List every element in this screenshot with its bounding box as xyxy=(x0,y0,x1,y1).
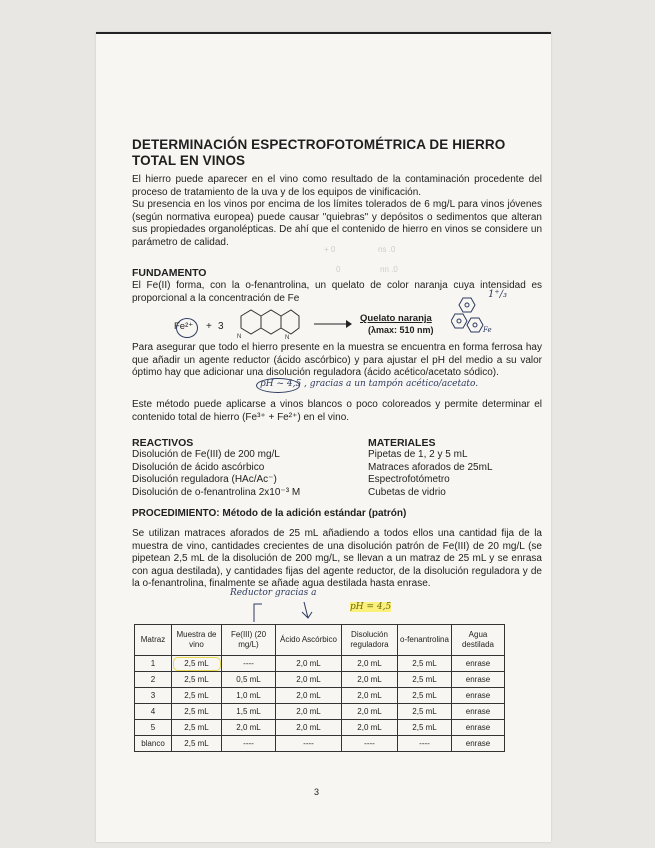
reaction-plus: + xyxy=(206,321,212,332)
hand-ph-note: pH ~ 4,5 , gracias a un tampón acético/acetato. xyxy=(260,379,479,389)
table-cell: 0,5 mL xyxy=(222,672,276,688)
table-cell: 2,0 mL xyxy=(276,688,342,704)
svg-text:N: N xyxy=(237,334,242,340)
table-cell: enrase xyxy=(452,704,505,720)
hand-arrows xyxy=(246,600,326,624)
table-cell: 2,5 mL xyxy=(172,720,222,736)
hand-ratio-label: 1⁺/₃ xyxy=(488,289,508,300)
page-title: DETERMINACIÓN ESPECTROFOTOMÉTRICA DE HIERRO TOTAL EN VINOS xyxy=(132,137,506,168)
procedimiento-text: Se utilizan matraces aforados de 25 mL añadiendo a todos ellos una cantidad fija de la muestra de vino, cantidades crecientes de una disolución patrón de Fe(III) de 20 mg/L (se pipetean 2,5 mL de la disolución de 200 mg/L, se llevan a un matraz de 25 mL y se enrasa con agua destilada), y cantidades fijas del agente reductor, de la disolución reguladora y de la o-fenantrolina, finalmente se añade agua destilada hasta enrase. xyxy=(132,528,542,589)
table-cell: ---- xyxy=(398,736,452,752)
material-item: Espectrofotómetro xyxy=(368,474,450,485)
materiales-list xyxy=(368,449,493,499)
table-row xyxy=(135,736,505,752)
document-page xyxy=(96,32,551,842)
table-cell: 1,0 mL xyxy=(222,688,276,704)
materiales-heading: MATERIALES xyxy=(368,437,436,449)
column-header: Matraz xyxy=(135,625,172,656)
reactivo-item: Disolución de Fe(III) de 200 mg/L xyxy=(132,449,280,460)
reactivos-list xyxy=(132,449,300,499)
intro-paragraph-1: El hierro puede aparecer en el vino como resultado de la contaminación procedente del proceso de tratamiento de la uva y de los equipos de vinificación. xyxy=(132,174,542,198)
table-cell: 1 xyxy=(135,656,172,672)
table-cell: 2,5 mL xyxy=(172,704,222,720)
svg-text:nn .0: nn .0 xyxy=(380,265,398,274)
table-cell: ---- xyxy=(276,736,342,752)
reaction-coefficient: 3 xyxy=(218,321,224,332)
table-cell: enrase xyxy=(452,736,505,752)
reaction-ion: Fe²⁺ xyxy=(174,321,194,332)
fundamento-paragraph-2: Para asegurar que todo el hierro presente en la muestra se encuentra en forma ferrosa hay que añadir un agente reductor (ácido ascórbico) y para ajustar el pH del medio a su valor óptimo hay que adicionar una disolución reguladora (ácido acético/acetato sódico). xyxy=(132,342,542,378)
svg-text:+ 0: + 0 xyxy=(324,245,336,254)
svg-text:0: 0 xyxy=(336,265,341,274)
table-cell: enrase xyxy=(452,720,505,736)
table-cell: 2,0 mL xyxy=(342,656,398,672)
table-cell: 2,0 mL xyxy=(276,656,342,672)
table-cell: 2,5 mL xyxy=(398,672,452,688)
procedimiento-heading: PROCEDIMIENTO: Método de la adición estándar (patrón) xyxy=(132,508,407,519)
table-cell: enrase xyxy=(452,672,505,688)
table-cell: 2,5 mL xyxy=(172,736,222,752)
table-cell: 2,5 mL xyxy=(172,688,222,704)
table-cell: 2,0 mL xyxy=(276,720,342,736)
table-cell: 2,0 mL xyxy=(342,704,398,720)
reactivo-item: Disolución reguladora (HAc/Ac⁻) xyxy=(132,474,277,485)
table-cell: 2,0 mL xyxy=(276,672,342,688)
phenanthroline-structure xyxy=(229,306,301,340)
reaction-arrow-icon xyxy=(314,318,352,330)
table-cell: 2,5 mL xyxy=(172,672,222,688)
reactivo-item: Disolución de ácido ascórbico xyxy=(132,461,265,473)
column-header: Ácido Ascórbico xyxy=(276,625,342,656)
table-cell: 4 xyxy=(135,704,172,720)
page-number: 3 xyxy=(314,787,320,797)
column-header: Agua destilada xyxy=(452,625,505,656)
table-row xyxy=(135,704,505,720)
hand-reductor-note: Reductor gracias a xyxy=(230,588,317,598)
bleed-through-marks xyxy=(316,240,436,280)
material-item: Matraces aforados de 25mL xyxy=(368,461,493,473)
column-header: Muestra de vino xyxy=(172,625,222,656)
table-cell: 2,0 mL xyxy=(342,688,398,704)
table-cell: 5 xyxy=(135,720,172,736)
procedure-table xyxy=(134,624,505,752)
hand-fe-label: Fe xyxy=(483,326,492,334)
table-cell: 2,5 mL xyxy=(398,688,452,704)
table-cell: 2,5 mL xyxy=(398,656,452,672)
table-cell: ---- xyxy=(342,736,398,752)
fundamento-paragraph-3: Este método puede aplicarse a vinos blancos o poco coloreados y permite determinar el contenido total de hierro (Fe³⁺ + Fe²⁺) en el vino. xyxy=(132,399,542,423)
table-row xyxy=(135,656,505,672)
column-header: o-fenantrolina xyxy=(398,625,452,656)
table-row xyxy=(135,720,505,736)
svg-text:ns .0: ns .0 xyxy=(378,245,396,254)
table-header-row xyxy=(135,625,505,656)
table-cell: enrase xyxy=(452,688,505,704)
table-row xyxy=(135,688,505,704)
table-cell: 1,5 mL xyxy=(222,704,276,720)
table-cell: 2,5 mL xyxy=(398,720,452,736)
reactivo-item: Disolución de o-fenantrolina 2x10⁻³ M xyxy=(132,486,301,498)
svg-text:N: N xyxy=(285,335,290,340)
table-cell: 2,0 mL xyxy=(222,720,276,736)
table-row xyxy=(135,672,505,688)
table-cell: 2,0 mL xyxy=(276,704,342,720)
table-cell: 2,5 mL xyxy=(398,704,452,720)
fundamento-heading: FUNDAMENTO xyxy=(132,267,207,279)
material-item: Cubetas de vidrio xyxy=(368,486,446,498)
reaction-lambda: (λmax: 510 nm) xyxy=(368,325,434,335)
table-cell: 3 xyxy=(135,688,172,704)
table-cell: 2,5 mL xyxy=(172,656,222,672)
table-cell: ---- xyxy=(222,656,276,672)
table-cell: enrase xyxy=(452,656,505,672)
table-cell: blanco xyxy=(135,736,172,752)
column-header: Disolución reguladora xyxy=(342,625,398,656)
table-cell: 2,0 mL xyxy=(342,720,398,736)
table-cell: 2,0 mL xyxy=(342,672,398,688)
hand-ph-table-note: pH = 4,5 xyxy=(350,602,392,612)
column-header: Fe(III) (20 mg/L) xyxy=(222,625,276,656)
reaction-product: Quelato naranja xyxy=(360,313,432,324)
material-item: Pipetas de 1, 2 y 5 mL xyxy=(368,449,468,460)
table-cell: ---- xyxy=(222,736,276,752)
fundamento-text: El Fe(II) forma, con la o-fenantrolina, un quelato de color naranja cuya intensidad es proporcional a la concentración de Fe xyxy=(132,280,542,304)
table-cell: 2 xyxy=(135,672,172,688)
reactivos-heading: REACTIVOS xyxy=(132,437,194,449)
intro-paragraph-2: Su presencia en los vinos por encima de los límites tolerados de 6 mg/L para vinos jóvenes (según normativa europea) puede causar "quiebras" y depósitos o sedimentos que alteran sus propiedades organolépticas. De ahí que el contenido de hierro en vinos se considere un parámetro de calidad. xyxy=(132,199,542,248)
